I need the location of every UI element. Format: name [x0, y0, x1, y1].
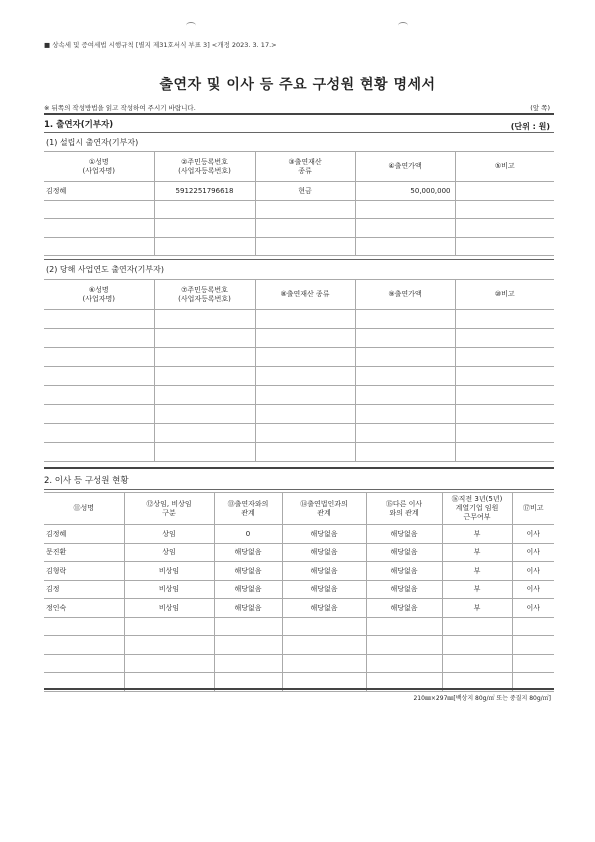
empty-row [44, 348, 554, 367]
empty-row [44, 200, 554, 219]
table-cell [366, 654, 442, 673]
table-cell [512, 617, 554, 636]
column-header-line: ⑥성명 [88, 285, 109, 294]
table-cell [124, 617, 214, 636]
column-header-line: ②주민등록번호 [181, 157, 228, 166]
column-header-line: ⑬출연자와의 [227, 499, 269, 508]
table-cell [44, 405, 154, 424]
column-header-line: 종류 [298, 166, 312, 175]
table-cell [255, 348, 355, 367]
table-cell: 부 [442, 543, 512, 562]
column-header [44, 280, 154, 310]
column-header [455, 152, 554, 182]
column-header-line: (사업자등록번호) [178, 166, 231, 175]
table-cell [214, 636, 282, 655]
column-header [282, 493, 366, 525]
column-header-line: ①성명 [88, 157, 109, 166]
table-cell [214, 654, 282, 673]
table-cell [255, 219, 355, 238]
bottom-rule [44, 688, 554, 690]
table-cell [355, 386, 455, 405]
table-cell: 비상임 [124, 599, 214, 618]
top-rule [44, 113, 554, 115]
table-cell: 5912251796618 [154, 182, 255, 201]
table-cell: 부 [442, 525, 512, 544]
table-cell [455, 424, 554, 443]
current-year-donor-table [44, 279, 554, 462]
column-header-line: (사업자명) [82, 294, 115, 303]
table-cell [154, 443, 255, 462]
table-cell [255, 200, 355, 219]
table-cell [282, 636, 366, 655]
table-cell [255, 237, 355, 256]
table-cell: 50,000,000 [355, 182, 455, 201]
column-header [154, 280, 255, 310]
table-cell: 현금 [255, 182, 355, 201]
table-cell [124, 636, 214, 655]
column-header [442, 493, 512, 525]
column-header [124, 493, 214, 525]
subsection2-title: (2) 당해 사업연도 출연자(기부자) [46, 265, 164, 274]
column-header-line: ⑧출연재산 종류 [280, 290, 330, 298]
column-header-line: ⑪성명 [73, 504, 95, 512]
table-cell [44, 443, 154, 462]
table-row [44, 580, 554, 599]
table-cell [44, 348, 154, 367]
table-cell [44, 310, 154, 329]
column-header-line: ③출연재산 [288, 157, 322, 166]
section1-title: 1. 출연자(기부자) [44, 120, 114, 130]
founding-donor-table [44, 151, 554, 256]
column-header-line: (사업자등록번호) [178, 294, 231, 303]
table-cell: 김정혜 [44, 182, 154, 201]
table-cell: 해당없음 [214, 580, 282, 599]
table-cell [512, 654, 554, 673]
table-cell [455, 443, 554, 462]
table-cell: 해당없음 [366, 543, 442, 562]
table-cell [44, 237, 154, 256]
column-header-line: ⑦주민등록번호 [181, 285, 228, 294]
table-cell: 비상임 [124, 562, 214, 581]
table-cell: 해당없음 [366, 562, 442, 581]
table-cell [455, 348, 554, 367]
table-cell: 해당없음 [366, 525, 442, 544]
table-cell [355, 405, 455, 424]
punch-hole-right [398, 22, 408, 29]
table-cell: 이사 [512, 580, 554, 599]
table-cell [255, 310, 355, 329]
column-header-line: (사업자명) [82, 166, 115, 175]
table-cell [44, 617, 124, 636]
table-cell [355, 424, 455, 443]
table-cell [455, 386, 554, 405]
table-cell [44, 219, 154, 238]
table-cell [366, 636, 442, 655]
table-cell: 해당없음 [214, 562, 282, 581]
board-member-table [44, 492, 554, 692]
table-cell [442, 654, 512, 673]
table-cell: 이사 [512, 525, 554, 544]
table-cell [355, 200, 455, 219]
column-header [154, 152, 255, 182]
table-cell: 해당없음 [282, 525, 366, 544]
table-cell: 0 [214, 525, 282, 544]
table-cell [455, 182, 554, 201]
table-cell [154, 348, 255, 367]
empty-row [44, 310, 554, 329]
table-cell [455, 219, 554, 238]
table-cell [214, 617, 282, 636]
table-cell: 부 [442, 599, 512, 618]
table-cell [455, 310, 554, 329]
column-header-line: ⑩비고 [494, 290, 515, 298]
table-cell [442, 636, 512, 655]
table-cell [154, 424, 255, 443]
table-cell [154, 310, 255, 329]
section2-title: 2. 이사 등 구성원 현황 [44, 476, 129, 486]
table-cell: 해당없음 [282, 580, 366, 599]
table-cell: 상임 [124, 543, 214, 562]
table-cell [154, 237, 255, 256]
column-header-line: 관계 [241, 508, 255, 517]
column-header-line: ⑤비고 [494, 162, 515, 170]
table-cell [355, 310, 455, 329]
empty-row [44, 443, 554, 462]
table-cell [44, 386, 154, 405]
table-cell: 해당없음 [366, 580, 442, 599]
paper-spec: 210㎜×297㎜[백상지 80g/㎡ 또는 중질지 80g/㎡] [413, 695, 551, 702]
table-cell [154, 367, 255, 386]
table-cell [255, 367, 355, 386]
unit-label: (단위 : 원) [510, 122, 550, 131]
subsection1-title: (1) 설립시 출연자(기부자) [46, 138, 139, 147]
table-cell [154, 219, 255, 238]
column-header-line: ⑫상임, 비상임 [146, 499, 192, 508]
table-cell [154, 200, 255, 219]
column-header [355, 152, 455, 182]
empty-row [44, 329, 554, 348]
table-cell: 해당없음 [366, 599, 442, 618]
section2-rule [44, 489, 554, 490]
section1-rule [44, 132, 554, 133]
table-cell [44, 200, 154, 219]
column-header [214, 493, 282, 525]
column-header-line: 근무여부 [463, 513, 491, 521]
table-cell [154, 329, 255, 348]
section1-sub-rule [44, 259, 554, 260]
table-cell [255, 443, 355, 462]
table-cell [44, 424, 154, 443]
empty-row [44, 405, 554, 424]
column-header-line: 관계 [317, 508, 331, 517]
table-cell [44, 636, 124, 655]
table-cell: 해당없음 [214, 599, 282, 618]
table-cell: 해당없음 [282, 562, 366, 581]
table-cell [442, 617, 512, 636]
table-cell [455, 405, 554, 424]
table-cell [154, 386, 255, 405]
table-cell: 해당없음 [282, 543, 366, 562]
column-header [512, 493, 554, 525]
column-header-line: 계열기업 임원 [455, 504, 499, 512]
empty-row [44, 636, 554, 655]
table-cell [255, 386, 355, 405]
table-row [44, 599, 554, 618]
table-cell [124, 654, 214, 673]
page-side-label: (앞 쪽) [530, 104, 550, 112]
table-cell [44, 367, 154, 386]
table-cell [455, 329, 554, 348]
document-title: 출연자 및 이사 등 주요 구성원 현황 명세서 [159, 77, 436, 93]
table-cell [255, 424, 355, 443]
column-header [455, 280, 554, 310]
table-cell [44, 329, 154, 348]
column-header-line: ⑰비고 [522, 504, 544, 512]
column-header-line: ④출연가액 [388, 162, 422, 170]
column-header [355, 280, 455, 310]
table-cell: 부 [442, 580, 512, 599]
column-header [255, 152, 355, 182]
column-header [44, 152, 154, 182]
table-cell [154, 405, 255, 424]
column-header-line: ⑨출연가액 [388, 290, 422, 298]
empty-row [44, 367, 554, 386]
empty-row [44, 219, 554, 238]
table-cell: 문진환 [44, 543, 124, 562]
table-row [44, 182, 554, 201]
table-row [44, 525, 554, 544]
empty-row [44, 237, 554, 256]
table-cell [455, 200, 554, 219]
column-header [366, 493, 442, 525]
instruction-note: ※ 뒤쪽의 작성방법을 읽고 작성하여 주시기 바랍니다. [44, 104, 196, 112]
table-cell [255, 405, 355, 424]
table-cell: 김정 [44, 580, 124, 599]
table-cell [282, 654, 366, 673]
table-cell: 이사 [512, 562, 554, 581]
table-cell [355, 237, 455, 256]
table-cell: 비상임 [124, 580, 214, 599]
column-header-line: ⑭출연법인과의 [300, 499, 348, 508]
empty-row [44, 424, 554, 443]
table-cell [282, 617, 366, 636]
table-cell: 정인숙 [44, 599, 124, 618]
column-header-line: 구분 [162, 508, 176, 517]
table-cell [355, 219, 455, 238]
table-cell [512, 636, 554, 655]
table-cell [455, 237, 554, 256]
table-cell [355, 348, 455, 367]
table-cell [355, 329, 455, 348]
table-cell [255, 329, 355, 348]
column-header-line: 와의 관계 [389, 508, 419, 517]
table-cell: 이사 [512, 599, 554, 618]
table-cell: 이사 [512, 543, 554, 562]
column-header-line: ⑮다른 이사 [385, 499, 423, 508]
section2-top-rule [44, 467, 554, 469]
form-reference: ■ 상속세 및 증여세법 시행규칙 [별지 제31호서식 부표 3] <개정 2023. 3. 17.> [44, 41, 277, 49]
table-row [44, 562, 554, 581]
table-cell: 해당없음 [214, 543, 282, 562]
empty-row [44, 617, 554, 636]
table-cell: 부 [442, 562, 512, 581]
column-header [44, 493, 124, 525]
table-row [44, 543, 554, 562]
empty-row [44, 654, 554, 673]
table-cell [366, 617, 442, 636]
table-cell: 김정혜 [44, 525, 124, 544]
column-header-line: ⑯직전 3년(5년) [451, 495, 503, 503]
table-cell [355, 443, 455, 462]
table-cell [44, 654, 124, 673]
column-header [255, 280, 355, 310]
table-cell: 해당없음 [282, 599, 366, 618]
punch-hole-left [186, 22, 196, 29]
table-cell: 상임 [124, 525, 214, 544]
empty-row [44, 386, 554, 405]
table-cell [355, 367, 455, 386]
table-cell: 김형락 [44, 562, 124, 581]
table-cell [455, 367, 554, 386]
